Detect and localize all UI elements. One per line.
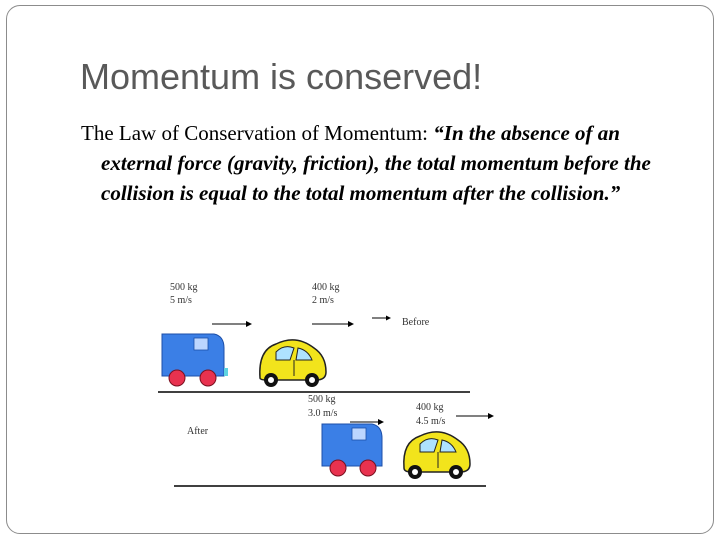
after-caption: After: [187, 426, 209, 437]
body-lead: The Law of Conservation of Momentum:: [81, 121, 434, 145]
body-quote: “In the absence of an external force (gravity, friction), the total momentum before the collision is equal to the total momentum after the collision.”: [101, 121, 651, 205]
before-truck-mass: 500 kg: [170, 282, 198, 293]
before-car-arrow: [312, 321, 354, 327]
before-reference-arrow: [372, 316, 391, 321]
slide-body: [81, 118, 691, 208]
after-car-arrow: [456, 413, 494, 419]
before-car-icon: [260, 340, 326, 387]
slide-title: Momentum is conserved!: [80, 56, 483, 97]
after-car-icon: [404, 432, 470, 479]
after-truck-velocity: 3.0 m/s: [308, 408, 338, 419]
before-caption: Before: [402, 317, 430, 328]
before-truck-icon: [162, 334, 228, 386]
after-truck-mass: 500 kg: [308, 394, 336, 405]
before-car-velocity: 2 m/s: [312, 295, 334, 306]
collision-diagram: [150, 270, 510, 495]
after-car-velocity: 4.5 m/s: [416, 416, 446, 427]
before-truck-arrow: [212, 321, 252, 327]
before-truck-velocity: 5 m/s: [170, 295, 192, 306]
after-truck-icon: [322, 424, 382, 476]
after-car-mass: 400 kg: [416, 402, 444, 413]
before-car-mass: 400 kg: [312, 282, 340, 293]
